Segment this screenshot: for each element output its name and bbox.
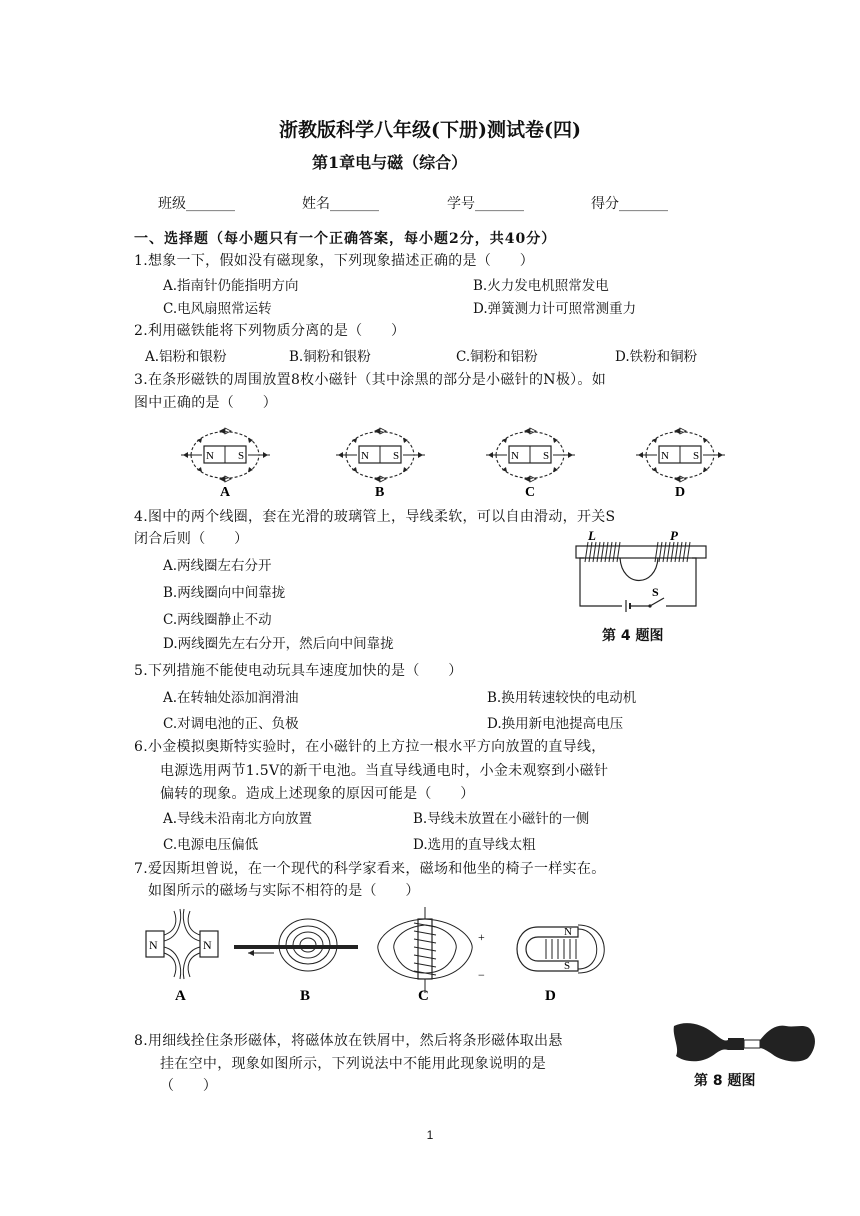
q4-option-c[interactable]: C.两线圈静止不动 [163,612,272,628]
q1-option-a[interactable]: A.指南针仍能指明方向 [163,278,299,294]
q3-figure [175,418,735,500]
q6-stem-line2: 电源选用两节1.5V的新干电池。当直导线通电时，小金未观察到小磁针 [160,763,609,779]
q2-option-b[interactable]: B.铜粉和银粉 [289,349,371,365]
q7-label-a[interactable]: A [175,988,186,1004]
q4-option-d[interactable]: D.两线圈先左右分开，然后向中间靠拢 [163,636,394,652]
q4-option-b[interactable]: B.两线圈向中间靠拢 [163,585,286,601]
q7-c-plus: + [478,930,485,944]
q2-option-c[interactable]: C.铜粉和铝粉 [456,349,538,365]
q6-option-c[interactable]: C.电源电压偏低 [163,837,259,853]
q3-label-d[interactable]: D [675,485,686,500]
coil-p [655,542,690,562]
q7-a-right-pole: N [203,938,212,952]
q4-option-a[interactable]: A.两线圈左右分开 [163,558,272,574]
section-heading: 一、选择题（每小题只有一个正确答案，每小题2分，共40分） [134,231,557,247]
q7-d-s-pole: S [564,960,571,972]
q5-option-d[interactable]: D.换用新电池提高电压 [487,716,624,732]
q3-stem-line2: 图中正确的是（ ） [134,395,277,411]
q2-stem: 2.利用磁铁能将下列物质分离的是（ ） [134,323,406,339]
q6-option-a[interactable]: A.导线未沿南北方向放置 [163,811,313,827]
q7-figure-b [234,919,358,1004]
coil-l [585,542,620,562]
q3-c-n-pole: N [511,450,519,462]
q8-stem-line1: 8.用细线拴住条形磁体，将磁体放在铁屑中，然后将条形磁体取出悬 [134,1033,563,1049]
q7-label-b[interactable]: B [300,988,311,1004]
score-field[interactable]: 得分_______ [591,196,668,212]
q3-b-s-pole: S [393,450,400,462]
q7-stem-line1: 7.爱因斯坦曾说，在一个现代的科学家看来，磁场和他坐的椅子一样实在。 [134,861,606,877]
q1-stem: 1.想象一下，假如没有磁现象，下列现象描述正确的是（ ） [134,253,535,269]
coil-p-label: P [670,528,678,543]
q1-option-d[interactable]: D.弹簧测力计可照常测重力 [473,301,637,317]
q3-figure-c [486,428,575,500]
q7-figure-c [378,907,485,1004]
q5-stem: 5.下列措施不能使电动玩具车速度加快的是（ ） [134,663,463,679]
q6-option-b[interactable]: B.导线未放置在小磁针的一侧 [413,811,590,827]
q8-stem-line2: 挂在空中，现象如图所示，下列说法中不能用此现象说明的是 [160,1056,547,1072]
q3-label-c[interactable]: C [525,485,536,500]
q8-figure [672,1018,822,1068]
page-number: 1 [426,1128,434,1142]
class-field[interactable]: 班级_______ [158,196,235,212]
q3-figure-a [181,428,270,500]
switch-label: S [652,585,659,599]
bar-magnet-left [728,1038,744,1050]
q3-stem-line1: 3.在条形磁铁的周围放置8枚小磁针（其中涂黑的部分是小磁针的N极）。如 [134,372,607,388]
q7-c-minus: − [478,968,485,982]
q5-option-a[interactable]: A.在转轴处添加润滑油 [163,690,299,706]
q8-figure-caption: 第 8 题图 [694,1073,756,1089]
q7-a-left-pole: N [149,938,158,952]
q7-label-d[interactable]: D [545,988,556,1004]
q8-stem-line3: （ ） [160,1078,218,1094]
q2-option-d[interactable]: D.铁粉和铜粉 [615,349,698,365]
q6-stem-line1: 6.小金模拟奥斯特实验时，在小磁针的上方拉一根水平方向放置的直导线， [134,739,606,755]
q7-d-n-pole: N [564,926,572,938]
q3-a-s-pole: S [238,450,245,462]
q3-label-a[interactable]: A [220,485,231,500]
q7-figure-d [517,925,604,1004]
student-id-field[interactable]: 学号_______ [447,196,524,212]
q2-option-a[interactable]: A.铝粉和银粉 [145,349,227,365]
q6-stem-line3: 偏转的现象。造成上述现象的原因可能是（ ） [160,786,475,802]
q5-option-c[interactable]: C.对调电池的正、负极 [163,716,299,732]
chapter-subtitle: 第1章电与磁（综合） [312,153,468,172]
name-field[interactable]: 姓名_______ [302,196,379,212]
q1-option-c[interactable]: C.电风扇照常运转 [163,301,272,317]
q4-stem-line2: 闭合后则（ ） [134,531,249,547]
q4-figure [572,528,712,614]
q6-option-d[interactable]: D.选用的直导线太粗 [413,837,536,853]
q3-c-s-pole: S [543,450,550,462]
q4-figure-caption: 第 4 题图 [602,628,664,644]
coil-l-label: L [588,528,596,543]
q3-figure-b [336,428,425,500]
q3-a-n-pole: N [206,450,214,462]
q1-option-b[interactable]: B.火力发电机照常发电 [473,278,609,294]
q4-stem-line1: 4.图中的两个线圈，套在光滑的玻璃管上，导线柔软，可以自由滑动，开关S [134,509,616,525]
q5-option-b[interactable]: B.换用转速较快的电动机 [487,690,637,706]
q3-d-s-pole: S [693,450,700,462]
q7-stem-line2: 如图所示的磁场与实际不相符的是（ ） [148,883,420,899]
q7-figure-a [146,909,218,1004]
bar-magnet-middle [744,1040,760,1048]
page-title: 浙教版科学八年级(下册)测试卷(四) [279,119,581,141]
q3-b-n-pole: N [361,450,369,462]
iron-filings-left [674,1023,728,1061]
q3-d-n-pole: N [661,450,669,462]
iron-filings-right [760,1026,815,1062]
q3-figure-d [636,428,725,500]
q7-label-c[interactable]: C [418,988,429,1004]
q3-label-b[interactable]: B [375,485,385,500]
q7-figure [140,905,620,1005]
